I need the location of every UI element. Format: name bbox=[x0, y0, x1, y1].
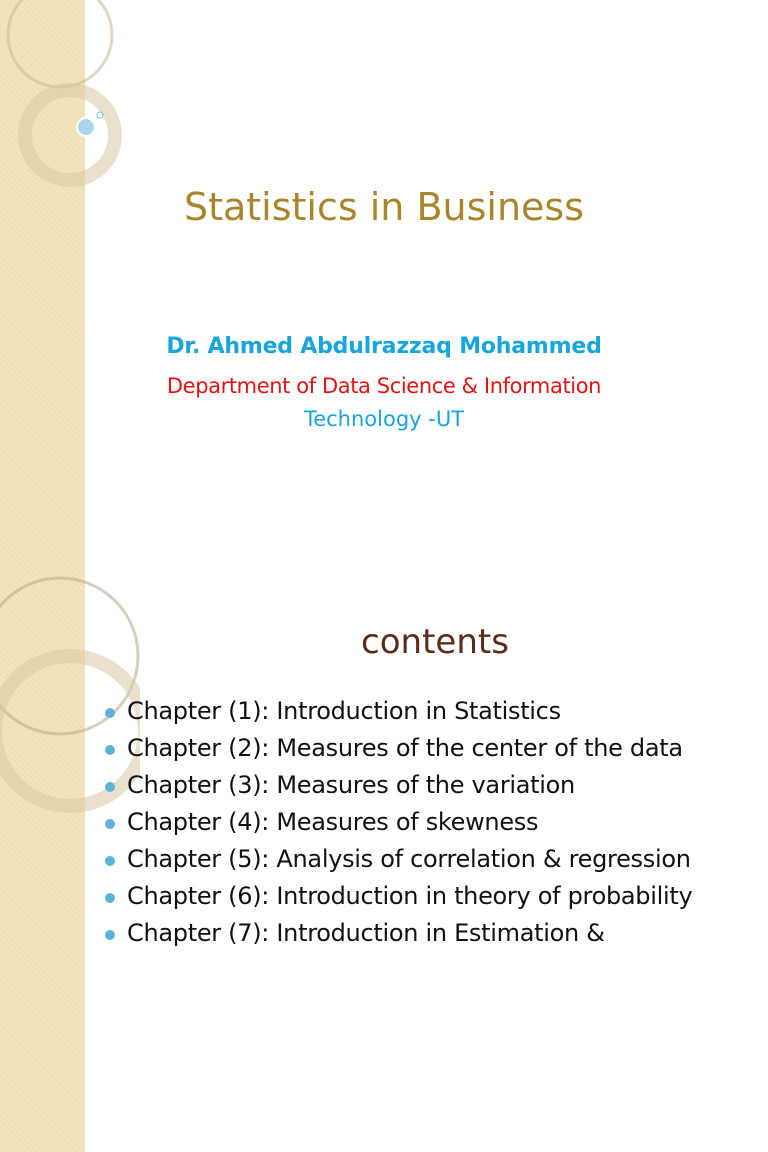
bullet-icon bbox=[105, 708, 115, 718]
bullet-icon bbox=[105, 856, 115, 866]
list-item bbox=[103, 696, 743, 727]
department-name: Department of Data Science & Information bbox=[166, 374, 602, 398]
slide-title: Statistics in Business bbox=[183, 185, 585, 229]
chapter-text: Chapter (4): Measures of skewness bbox=[127, 808, 539, 836]
chapter-list bbox=[103, 696, 743, 955]
contents-title: contents bbox=[361, 622, 509, 662]
chapter-text: Chapter (7): Introduction in Estimation & bbox=[127, 919, 605, 947]
decorative-circles-icon bbox=[0, 0, 140, 576]
list-item bbox=[103, 770, 743, 801]
bullet-icon bbox=[105, 819, 115, 829]
contents-slide bbox=[0, 576, 768, 1152]
chapter-text: Chapter (3): Measures of the variation bbox=[127, 771, 575, 799]
list-item bbox=[103, 918, 743, 949]
bullet-icon bbox=[105, 745, 115, 755]
list-item bbox=[103, 807, 743, 838]
chapter-text: Chapter (2): Measures of the center of the data bbox=[127, 734, 683, 762]
chapter-text: Chapter (1): Introduction in Statistics bbox=[127, 697, 561, 725]
chapter-text: Chapter (6): Introduction in theory of probability bbox=[127, 882, 693, 910]
list-item bbox=[103, 881, 743, 912]
bullet-icon bbox=[105, 782, 115, 792]
author-name: Dr. Ahmed Abdulrazzaq Mohammed bbox=[166, 334, 602, 359]
list-item bbox=[103, 733, 743, 764]
bullet-icon bbox=[105, 893, 115, 903]
bullet-icon bbox=[105, 930, 115, 940]
institution-name: Technology -UT bbox=[303, 407, 465, 431]
list-item bbox=[103, 844, 743, 875]
chapter-text: Chapter (5): Analysis of correlation & regression bbox=[127, 845, 691, 873]
